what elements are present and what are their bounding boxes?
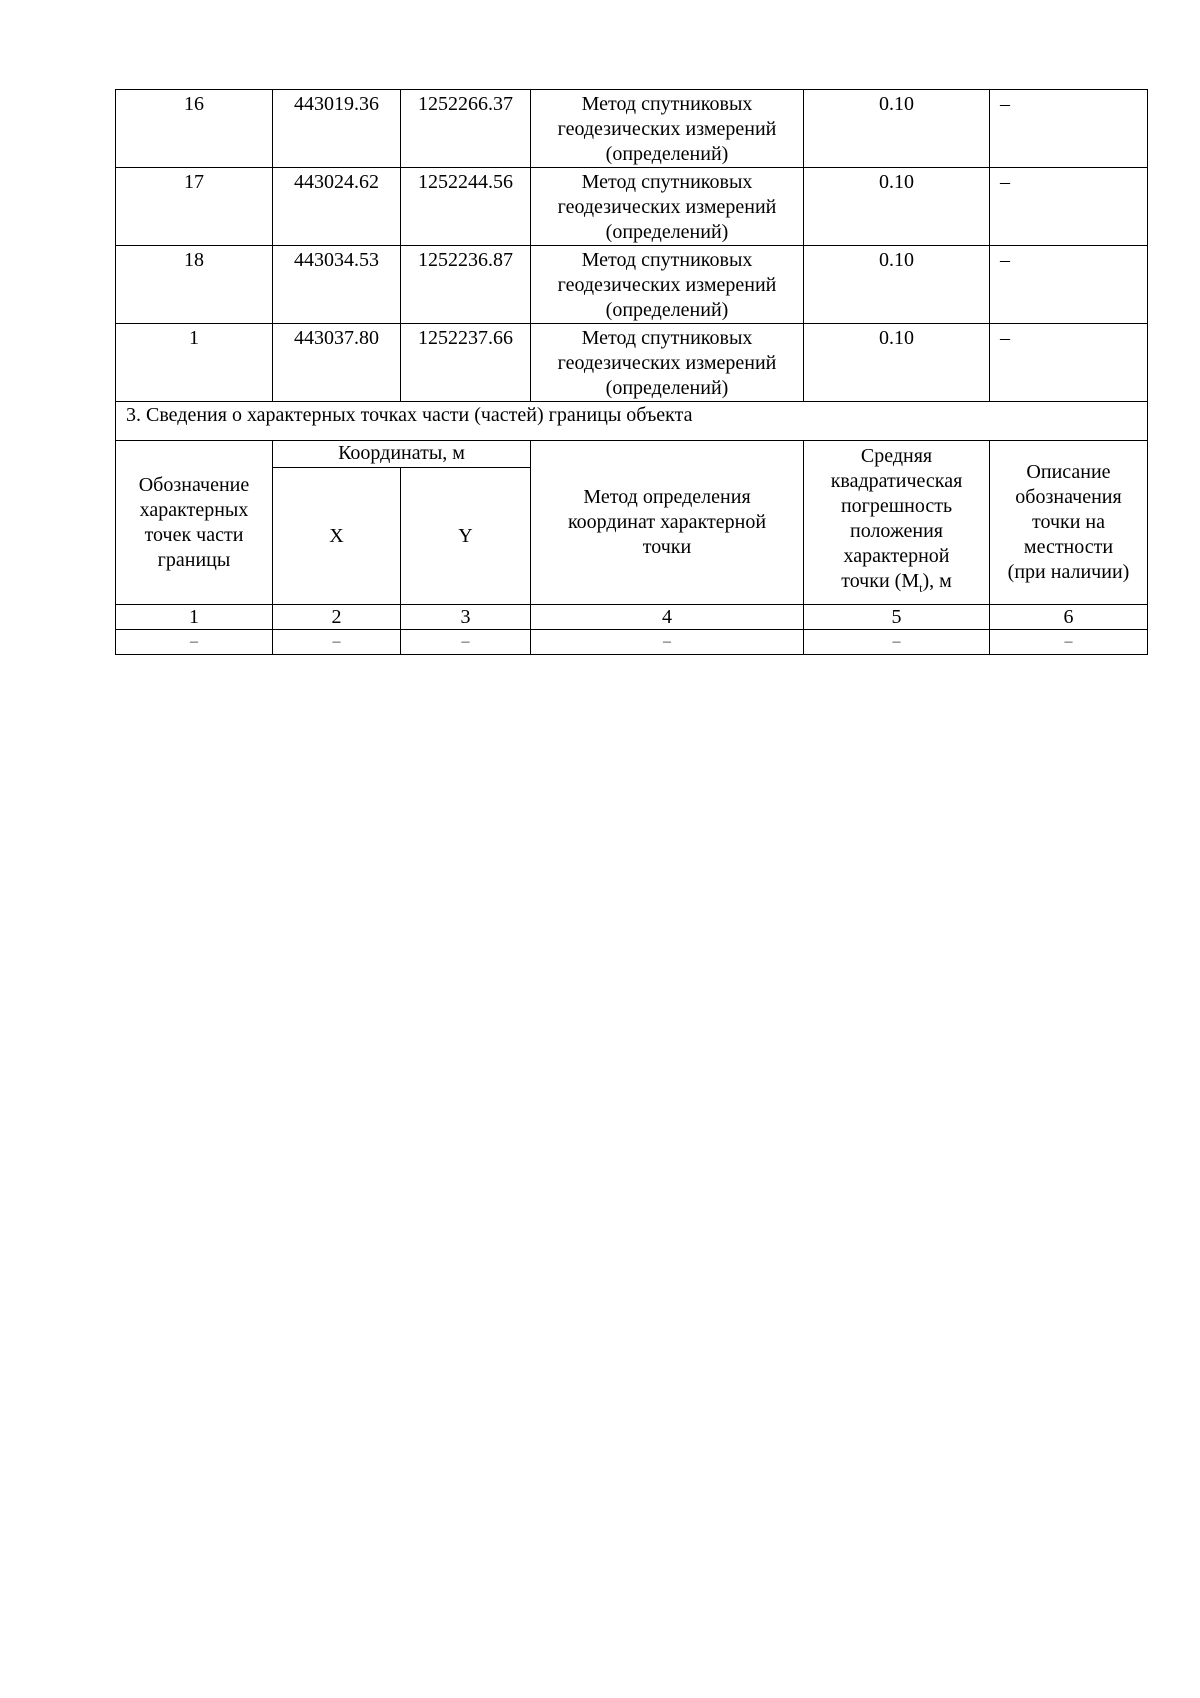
- point-error: 0.10: [804, 90, 990, 168]
- empty-cell: –: [531, 630, 804, 655]
- column-number: 1: [116, 605, 273, 630]
- point-id: 17: [116, 168, 273, 246]
- point-x: 443019.36: [273, 90, 401, 168]
- empty-cell: –: [401, 630, 531, 655]
- header-description: Описание обозначения точки на местности (при наличии): [990, 441, 1148, 605]
- empty-cell: –: [273, 630, 401, 655]
- table-row: [116, 168, 1148, 246]
- table-row: [116, 630, 1148, 655]
- header-error-subscript: t: [919, 581, 923, 595]
- point-y: 1252244.56: [401, 168, 531, 246]
- column-number: 2: [273, 605, 401, 630]
- point-method: Метод спутниковых геодезических измерений (определений): [531, 246, 804, 324]
- point-description: –: [990, 90, 1148, 168]
- point-description: –: [990, 324, 1148, 402]
- header-y: Y: [401, 468, 531, 605]
- header-error: [804, 441, 990, 605]
- point-y: 1252266.37: [401, 90, 531, 168]
- point-method: Метод спутниковых геодезических измерений (определений): [531, 168, 804, 246]
- point-y: 1252236.87: [401, 246, 531, 324]
- point-id: 16: [116, 90, 273, 168]
- point-x: 443024.62: [273, 168, 401, 246]
- point-method: Метод спутниковых геодезических измерений (определений): [531, 324, 804, 402]
- point-x: 443037.80: [273, 324, 401, 402]
- column-number: 5: [804, 605, 990, 630]
- column-number: 4: [531, 605, 804, 630]
- point-error: 0.10: [804, 324, 990, 402]
- table-row: [116, 90, 1148, 168]
- point-x: 443034.53: [273, 246, 401, 324]
- point-method: Метод спутниковых геодезических измерений (определений): [531, 90, 804, 168]
- column-number: 6: [990, 605, 1148, 630]
- table-row: [116, 246, 1148, 324]
- point-id: 1: [116, 324, 273, 402]
- point-id: 18: [116, 246, 273, 324]
- empty-cell: –: [990, 630, 1148, 655]
- column-number: 3: [401, 605, 531, 630]
- empty-cell: –: [804, 630, 990, 655]
- section-title-row: [116, 402, 1148, 441]
- table-row: [116, 324, 1148, 402]
- point-error: 0.10: [804, 246, 990, 324]
- header-method: Метод определения координат характерной точки: [531, 441, 804, 605]
- column-number-row: [116, 605, 1148, 630]
- boundary-points-table: [115, 89, 1148, 655]
- point-y: 1252237.66: [401, 324, 531, 402]
- point-description: –: [990, 168, 1148, 246]
- header-x: X: [273, 468, 401, 605]
- point-error: 0.10: [804, 168, 990, 246]
- header-error-tail: ), м: [922, 570, 952, 592]
- header-error-main: Средняя квадратическая погрешность положения характерной точки (M: [830, 445, 963, 592]
- header-row-top: [116, 441, 1148, 468]
- header-coordinates: Координаты, м: [273, 441, 531, 468]
- point-description: –: [990, 246, 1148, 324]
- empty-cell: –: [116, 630, 273, 655]
- header-designation: Обозначение характерных точек части границы: [116, 441, 273, 605]
- section-title: 3. Сведения о характерных точках части (частей) границы объекта: [116, 402, 1148, 441]
